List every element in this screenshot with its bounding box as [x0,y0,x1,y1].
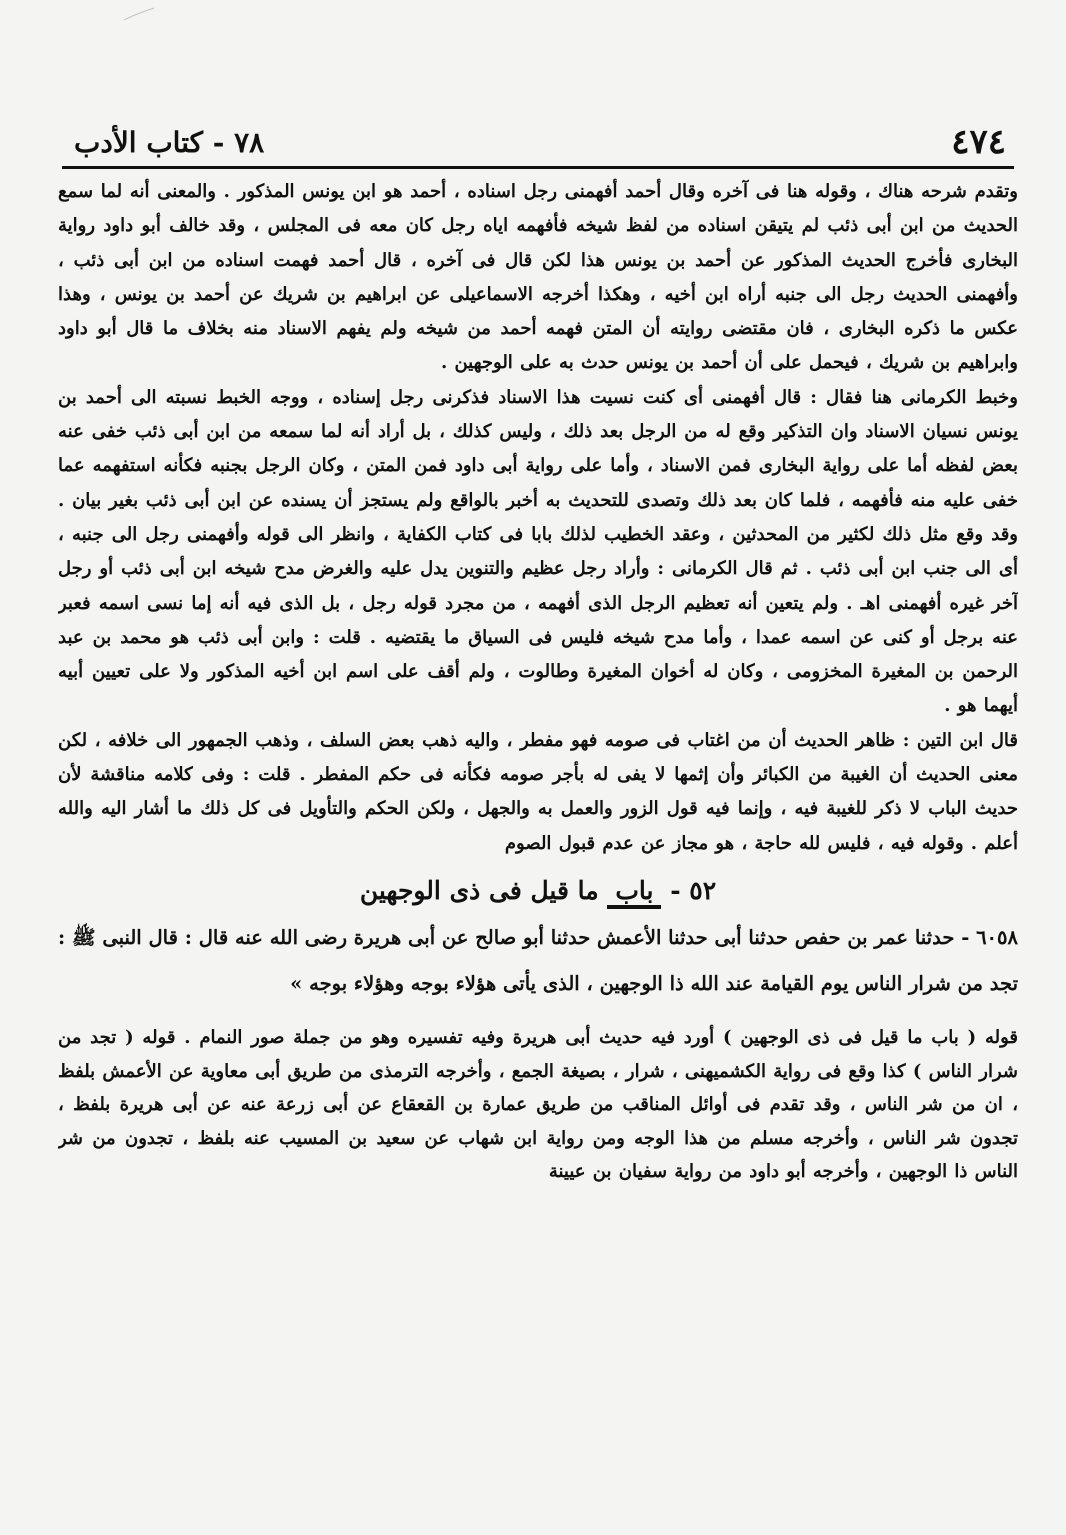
running-title: ٧٨ - كتاب الأدب [74,126,265,159]
chapter-word: باب [607,876,661,909]
header-rule [62,166,1014,169]
stray-pen-mark [122,6,156,22]
commentary [58,1021,1018,1189]
chapter-number: ٥٢ - [670,875,717,905]
hadith-number: ٦٠٥٨ - [961,925,1018,949]
page-number: ٤٧٤ [951,122,1006,162]
page-header [58,118,1018,166]
paragraph-2: وخبط الكرمانى هنا فقال : قال أفهمنى أى كنت نسيت هذا الاسناد فذكرنى رجل إسناده ، ووجه الخبط نسبته الى أحمد بن يونس نسيان الاسناد وان التذكير وقع له من الرجل بعد ذلك ، وليس كذلك ، بل أراد أنه لما سمعه من ابن أبى ذئب خفى عنه بعض لفظه أما على رواية البخارى فمن الاسناد ، وأما على رواية أبى داود فمن المتن ، وكان الرجل بجنبه فكأنه استفهمه عما خفى عليه منه فأفهمه ، فلما كان بعد ذلك وتصدى للتحديث به أخبر بالواقع ولم يستجز أن يسنده عن ابن أبى ذئب بغير بيان . وقد وقع مثل ذلك لكثير من المحدثين ، وعقد الخطيب لذلك بابا فى كتاب الكفاية ، وانظر الى قوله وأفهمنى رجل الى جنبه ، أى الى جنب ابن أبى ذئب . ثم قال الكرمانى : وأراد رجل عظيم والتنوين يدل عليه والغرض مدح شيخه ابن أبى ذئب أو رجل آخر غيره أفهمنى اهـ . ولم يتعين أنه تعظيم الرجل الذى أفهمه ، من مجرد قوله رجل ، بل الذى فيه أنه إما نسى اسمه فعبر عنه برجل أو كنى عن اسمه عمدا ، وأما مدح شيخه فليس فى السياق ما يقتضيه . قلت : وابن أبى ذئب هو محمد بن عبد الرحمن بن المغيرة المخزومى ، وكان له أخوان المغيرة وطالوت ، ولم أقف على اسم ابن أخيه المذكور ولا على تعيين أبيه أيهما هو . [58,386,1018,717]
paragraph-3: قال ابن التين : ظاهر الحديث أن من اغتاب فى صومه فهو مفطر ، واليه ذهب بعض السلف ، وذهب الجمهور الى خلافه ، لكن معنى الحديث أن الغيبة من الكبائر وأن إثمها لا يفى له بأجر صومه فكأنه فى حكم المفطر . قلت : وفى كلامه مناقشة لأن حديث الباب لا ذكر للغيبة فيه ، وإنما فيه قول الزور والعمل به والجهل ، ولكن الحكم والتأويل فى كل ذلك ما أشار اليه والله أعلم . وقوله فيه ، فليس لله حاجة ، هو مجاز عن عدم قبول الصوم [58,729,1018,854]
commentary-body: ( باب ما قيل فى ذى الوجهين ) أورد فيه حديث أبى هريرة وفيه تفسيره وهو من جملة صور النمام . قوله ( تجد من شرار الناس ) كذا وقع فى رواية الكشميهنى ، شرار ، بصيغة الجمع ، وأخرجه الترمذى من طريق أبى معاوية عن الأعمش بلفظ ، ان من شر الناس ، وقد تقدم فى أوائل المناقب من طريق عمارة بن القعقاع عن أبى زرعة عنه عن أبى هريرة بلفظ ، تجدون شر الناس ، وأخرجه مسلم من هذا الوجه ومن رواية ابن شهاب عن سعيد بن المسيب عنه بلفظ ، تجدون من شر الناس ذا الوجهين ، وأخرجه أبو داود من رواية سفيان بن عيينة [58,1026,1018,1183]
chapter-title: ما قيل فى ذى الوجهين [359,875,599,905]
chapter-heading [58,871,1018,911]
hadith-body: حدثنا عمر بن حفص حدثنا أبى حدثنا الأعمش حدثنا أبو صالح عن أبى هريرة رضى الله عنه قال : قال النبى ﷺ : تجد من شرار الناس يوم القيامة عند الله ذا الوجهين ، الذى يأتى هؤلاء بوجه وهؤلاء بوجه » [58,925,1018,995]
paragraph-1: وتقدم شرحه هناك ، وقوله هنا فى آخره وقال أحمد أفهمنى رجل اسناده ، أحمد هو ابن يونس المذكور . والمعنى أنه لما سمع الحديث من ابن أبى ذئب لم يتيقن اسناده من لفظ شيخه فأفهمه اياه رجل كان معه فى المجلس ، وقد خالف أبو داود رواية البخارى فأخرج الحديث المذكور عن أحمد بن يونس هذا لكن قال فى آخره ، قال أحمد فهمت اسناده من ابن أبى ذئب ، وأفهمنى الحديث رجل الى جنبه أراه ابن أخيه ، وهكذا أخرجه الاسماعيلى عن ابراهيم بن شريك عن أحمد بن يونس ، وهذا عكس ما ذكره البخارى ، فان مقتضى روايته أن المتن فهمه أحمد من شيخه ولم يفهم الاسناد منه بخلاف ما قال أبو داود وابراهيم بن شريك ، فيحمل على أن أحمد بن يونس حدث به على الوجهين . [58,181,1018,374]
commentary-lead: قوله [984,1026,1018,1048]
book-page [58,118,1018,1513]
hadith-text [58,915,1018,1007]
